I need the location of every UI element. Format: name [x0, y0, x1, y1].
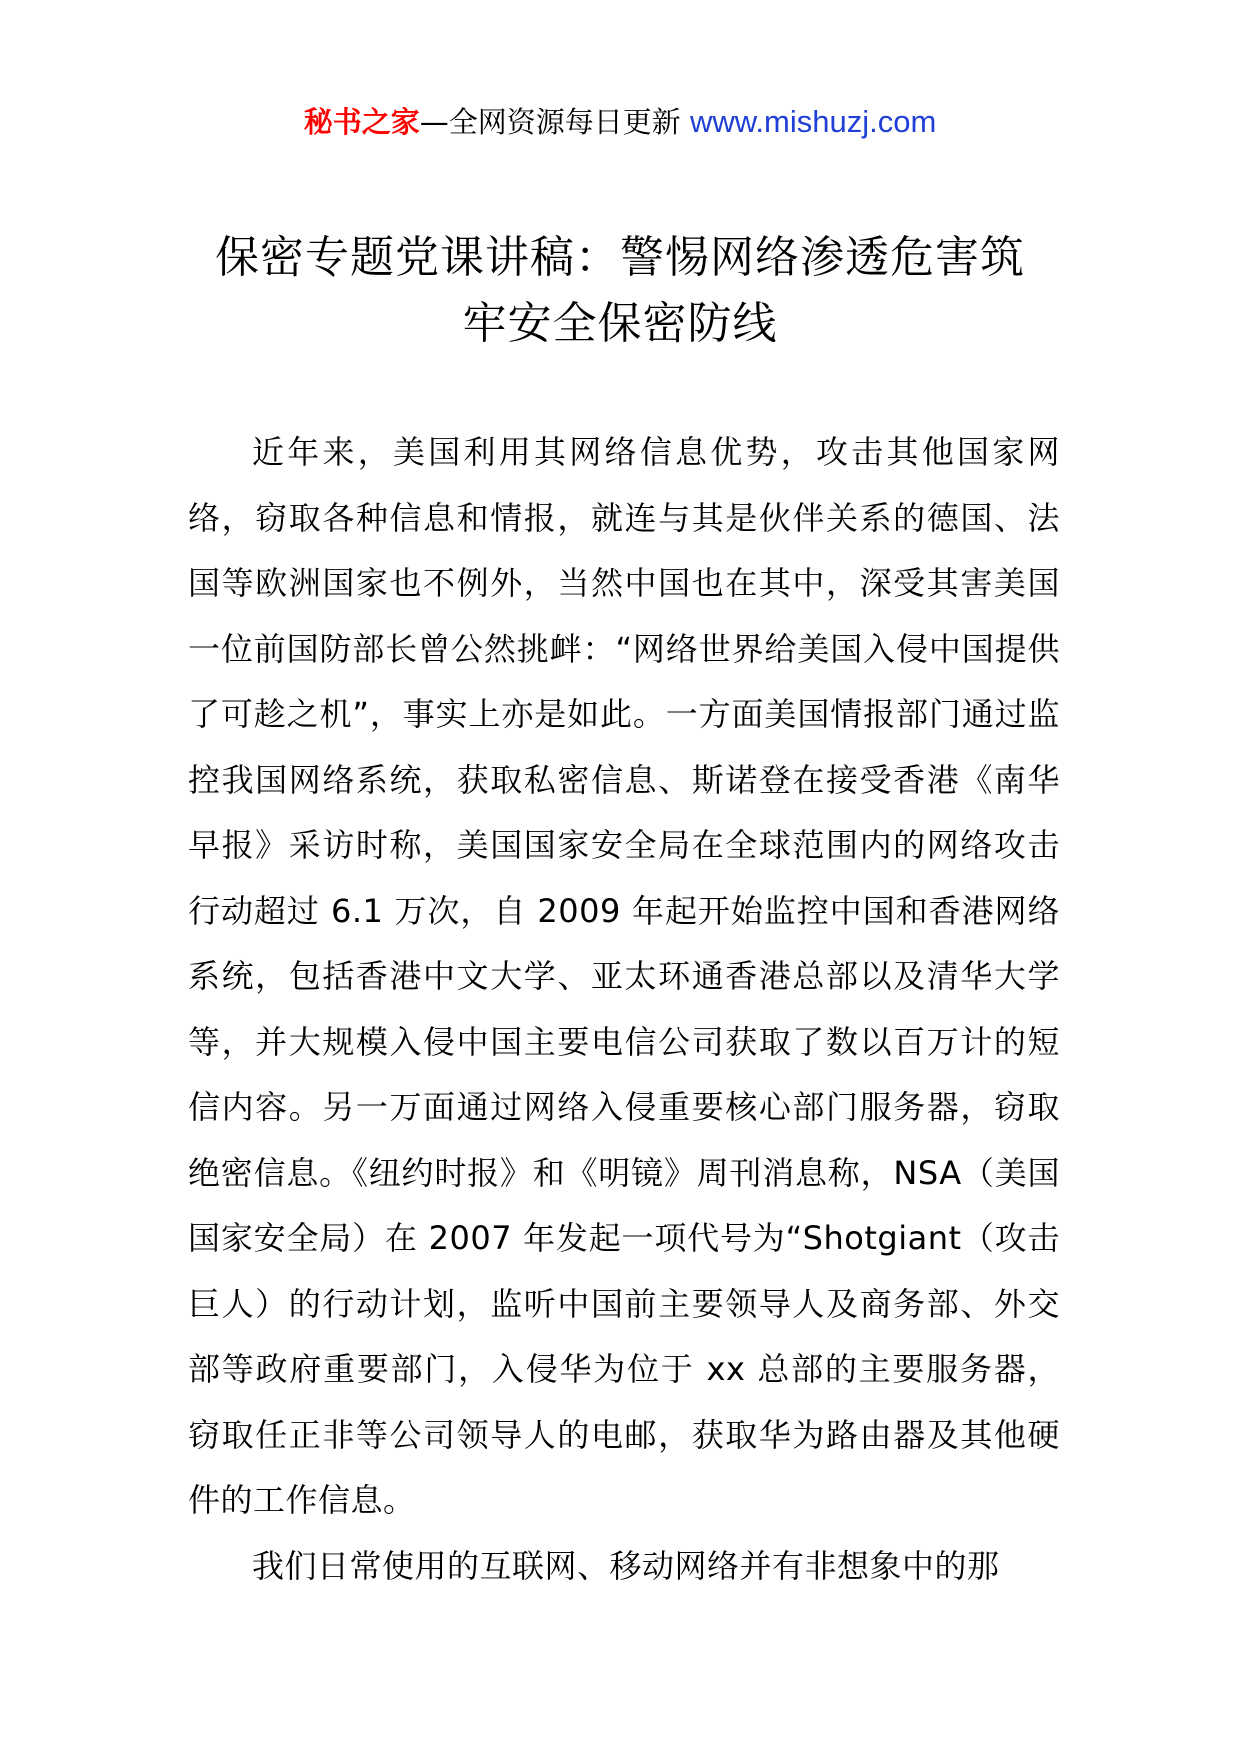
document-title-line-1: 保密专题党课讲稿：警惕网络渗透危害筑: [215, 232, 1025, 283]
body-paragraph-2: 我们日常使用的互联网、移动网络并有非想象中的那: [252, 1546, 1000, 1585]
site-url-link[interactable]: www.mishuzj.com: [689, 104, 937, 139]
document-body: [188, 420, 1060, 1599]
document-title: [150, 225, 1090, 357]
site-slogan: —全网资源每日更新: [419, 105, 681, 139]
document-title-line-2: 牢安全保密防线: [462, 298, 778, 349]
site-header: [0, 100, 1240, 144]
body-paragraph-1: 近年来，美国利用其网络信息优势，攻击其他国家网络，窃取各种信息和情报，就连与其是伙伴关系的德国、法国等欧洲国家也不例外，当然中国也在其中，深受其害美国一位前国防部长曾公然挑衅：“网络世界给美国入侵中国提供了可趁之机”，事实上亦是如此。一方面美国情报部门通过监控我国网络系统，获取私密信息、斯诺登在接受香港《南华早报》采访时称，美国国家安全局在全球范围内的网络攻击行动超过 6.1 万次，自 2009 年起开始监控中国和香港网络系统，包括香港中文大学、亚太环通香港总部以及清华大学等，并大规模入侵中国主要电信公司获取了数以百万计的短信内容。另一万面通过网络入侵重要核心部门服务器，窃取绝密信息。《纽约时报》和《明镜》周刊消息称，NSA（美国国家安全局）在 2007 年发起一项代号为“Shotgiant（攻击巨人）的行动计划，监听中国前主要领导人及商务部、外交部等政府重要部门，入侵华为位于 xx 总部的主要服务器，窃取任正非等公司领导人的电邮，获取华为路由器及其他硬件的工作信息。: [188, 433, 1060, 1519]
site-brand: 秘书之家: [303, 105, 420, 139]
